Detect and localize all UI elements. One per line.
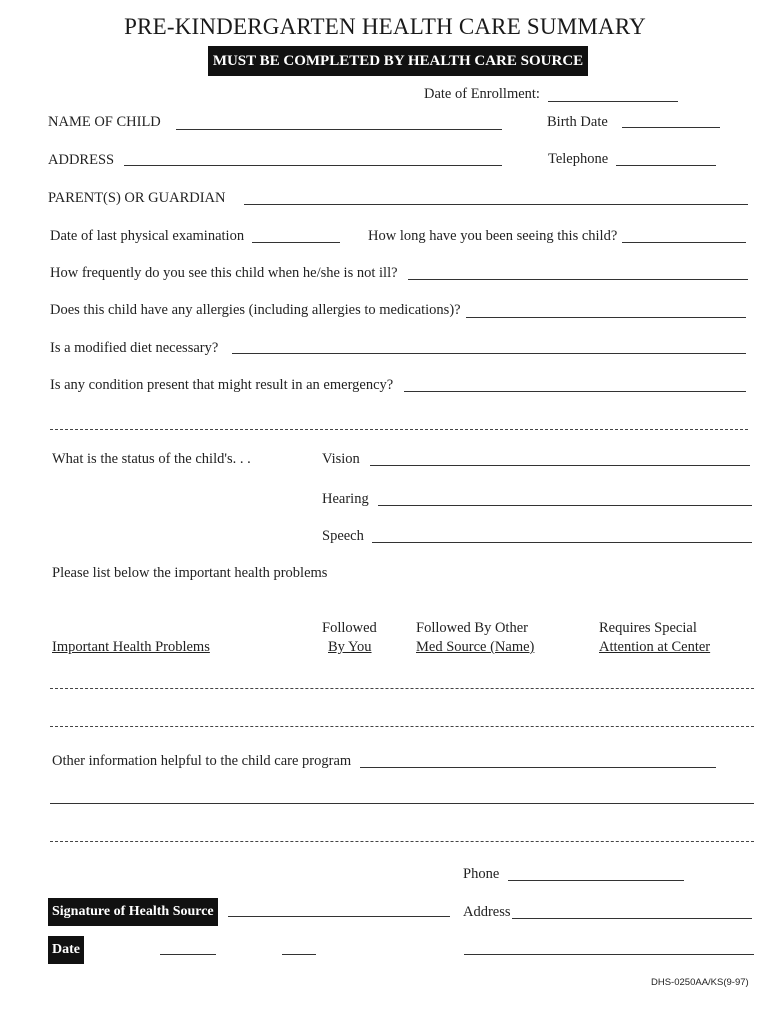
address-signature-label: Address xyxy=(463,904,511,920)
other-info-field-line-3[interactable] xyxy=(50,841,754,842)
name-of-child-field[interactable] xyxy=(176,129,502,130)
other-info-field[interactable] xyxy=(360,767,716,768)
last-physical-label: Date of last physical examination xyxy=(50,228,245,244)
signature-address-field[interactable] xyxy=(512,918,752,919)
signature-of-health-source-label: Signature of Health Source xyxy=(48,898,218,926)
date-of-enrollment-field[interactable] xyxy=(548,101,678,102)
telephone-field[interactable] xyxy=(616,165,716,166)
telephone-label: Telephone xyxy=(548,151,609,167)
health-problems-intro: Please list below the important health problems xyxy=(52,565,328,581)
important-health-problems-header: Important Health Problems xyxy=(52,639,210,655)
phone-label: Phone xyxy=(463,866,500,882)
date-field-part-2[interactable] xyxy=(282,954,316,955)
modified-diet-field[interactable] xyxy=(232,353,746,354)
form-number: DHS-0250AA/KS(9-97) xyxy=(651,977,749,988)
followed-by-other-header-line2: Med Source (Name) xyxy=(416,639,535,655)
followed-by-other-header-line1: Followed By Other xyxy=(416,620,528,636)
health-problems-row-2[interactable] xyxy=(50,726,754,727)
status-prompt-label: What is the status of the child's. . . xyxy=(52,451,251,467)
name-of-child-label: NAME OF CHILD xyxy=(48,114,161,130)
birth-date-field[interactable] xyxy=(622,127,720,128)
signature-field[interactable] xyxy=(228,916,450,917)
date-signature-label: Date xyxy=(48,936,84,964)
speech-field[interactable] xyxy=(372,542,752,543)
emergency-condition-label: Is any condition present that might result in an emergency? xyxy=(50,377,394,393)
completion-banner: MUST BE COMPLETED BY HEALTH CARE SOURCE xyxy=(208,46,588,76)
hearing-field[interactable] xyxy=(378,505,752,506)
date-of-enrollment-label: Date of Enrollment: xyxy=(424,86,540,102)
signature-address-field-line-2[interactable] xyxy=(464,954,754,955)
how-frequently-field[interactable] xyxy=(408,279,748,280)
other-info-field-line-2[interactable] xyxy=(50,803,754,804)
parent-guardian-label: PARENT(S) OR GUARDIAN xyxy=(48,190,226,206)
how-long-label: How long have you been seeing this child? xyxy=(368,228,618,244)
hearing-label: Hearing xyxy=(322,491,369,507)
how-frequently-label: How frequently do you see this child when he/she is not ill? xyxy=(50,265,398,281)
address-label: ADDRESS xyxy=(48,152,115,168)
followed-by-you-header-line2: By You xyxy=(328,639,372,655)
other-info-label: Other information helpful to the child care program xyxy=(52,753,352,769)
address-field[interactable] xyxy=(124,165,502,166)
allergies-label: Does this child have any allergies (including allergies to medications)? xyxy=(50,302,461,318)
requires-special-header-line2: Attention at Center xyxy=(599,639,711,655)
parent-guardian-field[interactable] xyxy=(244,204,748,205)
emergency-condition-field-continued[interactable] xyxy=(50,429,748,430)
last-physical-field[interactable] xyxy=(252,242,340,243)
vision-label: Vision xyxy=(322,451,360,467)
followed-by-you-header-line1: Followed xyxy=(322,620,377,636)
health-problems-row-1[interactable] xyxy=(50,688,754,689)
speech-label: Speech xyxy=(322,528,364,544)
modified-diet-label: Is a modified diet necessary? xyxy=(50,340,219,356)
how-long-field[interactable] xyxy=(622,242,746,243)
allergies-field[interactable] xyxy=(466,317,746,318)
date-field-part-1[interactable] xyxy=(160,954,216,955)
phone-field[interactable] xyxy=(508,880,684,881)
birth-date-label: Birth Date xyxy=(547,114,608,130)
form-title: PRE-KINDERGARTEN HEALTH CARE SUMMARY xyxy=(124,14,646,39)
vision-field[interactable] xyxy=(370,465,750,466)
emergency-condition-field[interactable] xyxy=(404,391,746,392)
requires-special-header-line1: Requires Special xyxy=(599,620,697,636)
